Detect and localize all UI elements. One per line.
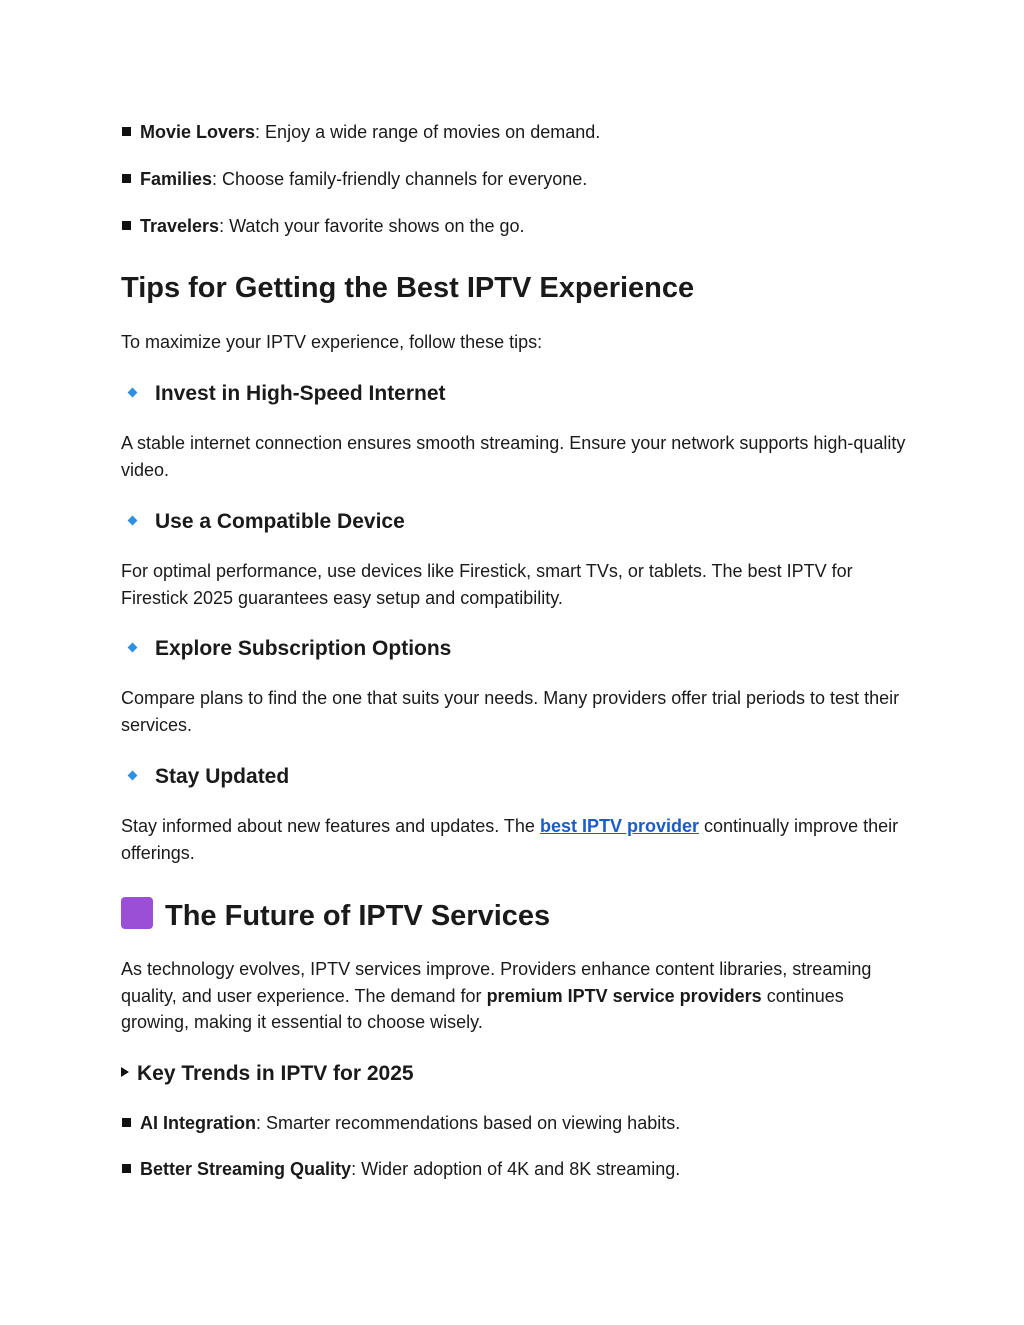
tip-body: For optimal performance, use devices like Firestick, smart TVs, or tablets. The best IPTV for Firestick 2025 guarantees easy setup and compatibility. [121, 561, 853, 608]
list-item [122, 167, 587, 191]
tip-title: Invest in High-Speed Internet [155, 382, 446, 405]
triangle-bullet-icon [121, 1067, 129, 1077]
list-item-term: Travelers [140, 216, 220, 236]
tip-body-text: continually improve their offerings. [121, 816, 899, 863]
tip-title: Stay Updated [155, 765, 290, 788]
best-iptv-provider-link[interactable]: best IPTV provider [539, 816, 699, 836]
square-bullet-icon [122, 1118, 131, 1127]
diamond-bullet-icon [128, 643, 138, 653]
list-item [122, 214, 525, 238]
list-item-desc: : Enjoy a wide range of movies on demand. [255, 122, 601, 142]
tip-title: Use a Compatible Device [155, 510, 405, 533]
tip-heading [129, 508, 405, 536]
future-paragraph [121, 956, 911, 1036]
list-item-term: Families [140, 169, 213, 189]
trends-subheading-text: Key Trends in IPTV for 2025 [137, 1062, 414, 1085]
tip-heading [129, 763, 289, 791]
diamond-bullet-icon [128, 388, 138, 398]
tip-heading [129, 635, 451, 663]
diamond-bullet-icon [128, 771, 138, 781]
future-paragraph-bold: premium IPTV service providers [486, 985, 762, 1006]
square-bullet-icon [122, 127, 131, 136]
future-paragraph-text: As technology evolves, IPTV services improve. Providers enhance content libraries, streaming quality, and user experience. The demand for [121, 959, 872, 1006]
future-paragraph-text: continues growing, making it essential to choose wisely. [121, 985, 844, 1032]
tip-body: A stable internet connection ensures smooth streaming. Ensure your network supports high-quality video. [121, 433, 906, 480]
list-item-desc: : Watch your favorite shows on the go. [219, 216, 525, 236]
list-item-term: Better Streaming Quality [140, 1159, 352, 1179]
tip-title: Explore Subscription Options [155, 637, 452, 660]
list-item-desc: : Choose family-friendly channels for everyone. [212, 169, 588, 189]
list-item-desc: : Smarter recommendations based on viewing habits. [256, 1113, 681, 1133]
trends-subheading [121, 1060, 414, 1088]
diamond-bullet-icon [128, 516, 138, 526]
tip-body: Compare plans to find the one that suits your needs. Many providers offer trial periods to test their services. [121, 688, 900, 735]
list-item-desc: : Wider adoption of 4K and 8K streaming. [351, 1159, 681, 1179]
square-bullet-icon [122, 174, 131, 183]
tips-heading: Tips for Getting the Best IPTV Experience [121, 272, 695, 304]
list-item-term: AI Integration [140, 1113, 256, 1133]
purple-square-icon [121, 897, 153, 929]
list-item [122, 1157, 680, 1181]
future-heading-text: The Future of IPTV Services [165, 900, 551, 932]
future-heading [121, 897, 550, 934]
square-bullet-icon [122, 1164, 131, 1173]
tip-body [121, 813, 911, 866]
list-item-term: Movie Lovers [140, 122, 256, 142]
list-item [122, 120, 600, 144]
tips-intro: To maximize your IPTV experience, follow these tips: [121, 332, 543, 352]
tip-body-text: Stay informed about new features and updates. The [121, 816, 540, 836]
square-bullet-icon [122, 221, 131, 230]
tip-heading [129, 380, 446, 408]
list-item [122, 1111, 680, 1135]
